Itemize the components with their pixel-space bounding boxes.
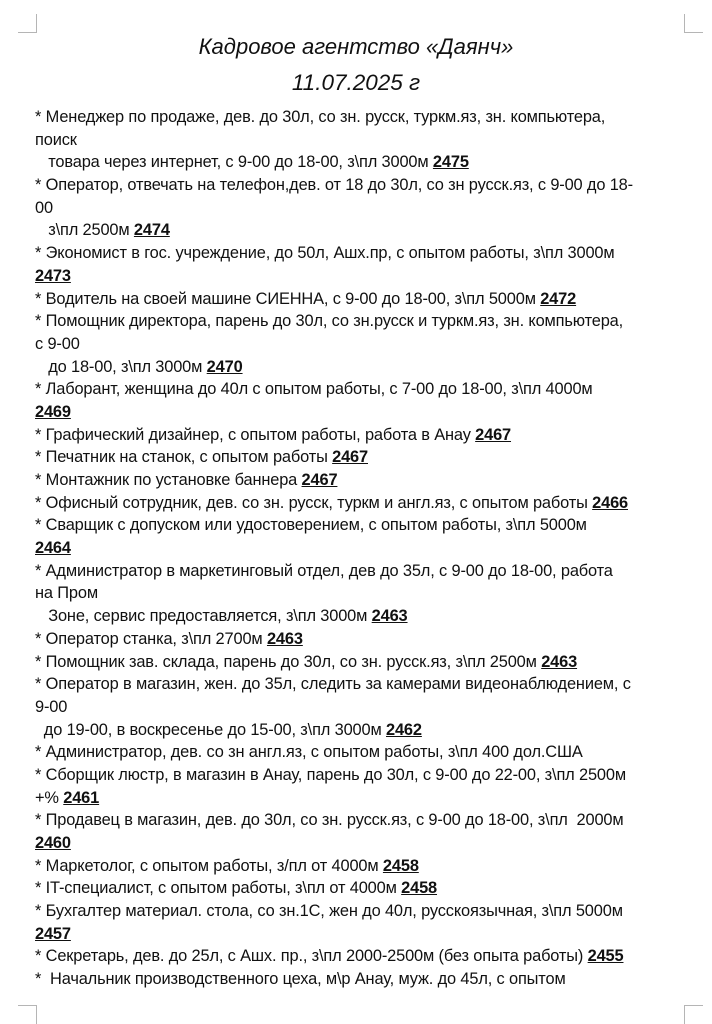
- document-date: 11.07.2025 г: [291, 70, 421, 95]
- vacancy-number: 2475: [432, 153, 469, 172]
- vacancy-line: [35, 877, 695, 900]
- vacancy-number: 2472: [540, 289, 577, 308]
- vacancy-text: * Маркетолог, с опытом работы, з/пл от 4000м: [35, 856, 383, 875]
- vacancy-number: 2461: [63, 788, 100, 807]
- vacancy-text: * Оператор, отвечать на телефон,дев. от 18 до 30л, со зн русск.яз, с 9-00 до 18-: [35, 176, 633, 195]
- vacancy-text: * Начальник производственного цеха, м\р Анау, муж. до 45л, с опытом: [35, 970, 566, 989]
- vacancy-text: * Водитель на своей машине СИЕННА, с 9-00 до 18-00, з\пл 5000м: [35, 289, 541, 308]
- vacancy-line: [35, 288, 695, 311]
- vacancy-line: [35, 900, 695, 923]
- vacancy-number: 2458: [382, 856, 419, 875]
- vacancy-text: * Графический дизайнер, с опытом работы, работа в Анау: [35, 425, 476, 444]
- vacancy-line: [35, 560, 695, 583]
- vacancy-text: * Лаборант, женщина до 40л с опытом работы, с 7-00 до 18-00, з\пл 4000м: [35, 380, 593, 399]
- vacancy-line: [35, 832, 695, 855]
- vacancy-line: [35, 378, 695, 401]
- page-corner-mark-top-right: [684, 14, 703, 33]
- vacancy-number: 2460: [35, 834, 71, 852]
- vacancy-text: с 9-00: [35, 334, 80, 353]
- vacancy-text: * Бухгалтер материал. стола, со зн.1С, жен до 40л, русскоязычная, з\пл 5000м: [35, 902, 623, 921]
- vacancy-text: * Менеджер по продаже, дев. до 30л, со зн. русск, туркм.яз, зн. компьютера,: [35, 108, 606, 126]
- vacancy-text: * Секретарь, дев. до 25л, с Ашх. пр., з\пл 2000-2500м (без опыта работы): [35, 947, 588, 966]
- vacancy-number: 2469: [35, 402, 71, 421]
- vacancy-text: * Администратор, дев. со зн англ.яз, с опытом работы, з\пл 400 дол.США: [35, 743, 583, 762]
- vacancy-line: [35, 514, 695, 537]
- vacancy-line: [35, 651, 695, 674]
- page-corner-mark-top-left: [18, 14, 37, 33]
- vacancy-text: * Продавец в магазин, дев. до 30л, со зн. русск.яз, с 9-00 до 18-00, з\пл 2000м: [35, 811, 624, 830]
- document-title: Кадровое агентство «Даянч»: [198, 34, 514, 59]
- vacancy-line: [35, 719, 695, 742]
- vacancy-line: [35, 537, 695, 560]
- vacancy-line: [35, 764, 695, 787]
- vacancy-line: [35, 968, 695, 991]
- vacancy-number: 2458: [401, 879, 438, 898]
- vacancy-line: [35, 197, 695, 220]
- vacancy-text: * Сборщик люстр, в магазин в Анау, парень до 30л, с 9-00 до 22-00, з\пл 2500м: [35, 765, 626, 784]
- vacancy-line: [35, 945, 695, 968]
- vacancy-text: * Монтажник по установке баннера: [35, 471, 302, 489]
- vacancy-text: до 19-00, в воскресенье до 15-00, з\пл 3000м: [35, 720, 386, 739]
- vacancy-text: з\пл 2500м: [35, 221, 134, 240]
- vacancy-number: 2467: [475, 425, 512, 444]
- vacancy-text: * Администратор в маркетинговый отдел, дев до 35л, с 9-00 до 18-00, работа: [35, 561, 613, 580]
- vacancy-number: 2467: [301, 471, 338, 489]
- vacancy-line: [35, 628, 695, 651]
- vacancy-number: 2470: [206, 357, 243, 376]
- vacancy-number: 2457: [35, 924, 71, 943]
- vacancy-text: +%: [35, 788, 64, 807]
- vacancy-line: [35, 492, 695, 515]
- vacancy-text: * Помощник зав. склада, парень до 30л, со зн. русск.яз, з\пл 2500м: [35, 652, 542, 671]
- vacancy-text: * Оператор станка, з\пл 2700м: [35, 629, 267, 648]
- vacancy-text: 9-00: [35, 697, 68, 716]
- vacancy-number: 2464: [35, 539, 71, 558]
- vacancy-number: 2462: [386, 720, 422, 739]
- vacancy-text: 00: [35, 198, 53, 217]
- vacancy-line: [35, 923, 695, 946]
- vacancy-line: [35, 333, 695, 356]
- vacancy-line: [35, 855, 695, 878]
- vacancy-number: 2463: [371, 607, 408, 626]
- vacancy-text: на Пром: [35, 584, 98, 603]
- vacancy-text: до 18-00, з\пл 3000м: [35, 357, 207, 376]
- page-corner-mark-bottom-right: [684, 1005, 703, 1024]
- vacancy-line: [35, 605, 695, 628]
- vacancy-line: [35, 741, 695, 764]
- vacancy-line: [35, 401, 695, 424]
- vacancy-list: [35, 106, 695, 991]
- vacancy-line: [35, 174, 695, 197]
- vacancy-line: [35, 106, 695, 129]
- vacancy-line: [35, 696, 695, 719]
- vacancy-number: 2455: [587, 947, 624, 966]
- vacancy-number: 2463: [541, 652, 578, 671]
- vacancy-line: [35, 446, 695, 469]
- vacancy-text: товара через интернет, с 9-00 до 18-00, з\пл 3000м: [35, 153, 433, 172]
- vacancy-number: 2463: [266, 629, 303, 648]
- vacancy-number: 2473: [35, 266, 71, 285]
- vacancy-line: [35, 356, 695, 379]
- vacancy-text: поиск: [35, 130, 77, 149]
- vacancy-line: [35, 151, 695, 174]
- vacancy-line: [35, 129, 695, 152]
- vacancy-text: * Печатник на станок, с опытом работы: [35, 448, 333, 467]
- vacancy-number: 2466: [592, 493, 629, 512]
- vacancy-line: [35, 673, 695, 696]
- vacancy-line: [35, 582, 695, 605]
- vacancy-text: * Экономист в гос. учреждение, до 50л, Ашх.пр, с опытом работы, з\пл 3000м: [35, 244, 615, 263]
- vacancy-line: [35, 469, 695, 492]
- vacancy-line: [35, 310, 695, 333]
- vacancy-line: [35, 787, 695, 810]
- vacancy-line: [35, 424, 695, 447]
- vacancy-text: * IT-специалист, с опытом работы, з\пл от 4000м: [35, 879, 402, 898]
- vacancy-line: [35, 242, 695, 265]
- vacancy-text: * Офисный сотрудник, дев. со зн. русск, туркм и англ.яз, с опытом работы: [35, 493, 593, 512]
- vacancy-line: [35, 809, 695, 832]
- vacancy-text: * Сварщик с допуском или удостоверением, с опытом работы, з\пл 5000м: [35, 516, 587, 535]
- vacancy-line: [35, 265, 695, 288]
- vacancy-number: 2467: [332, 448, 368, 467]
- page-corner-mark-bottom-left: [18, 1005, 37, 1024]
- vacancy-text: * Помощник директора, парень до 30л, со зн.русск и туркм.яз, зн. компьютера,: [35, 312, 624, 331]
- vacancy-text: * Оператор в магазин, жен. до 35л, следить за камерами видеонаблюдением, с: [35, 675, 631, 694]
- vacancy-number: 2474: [133, 221, 170, 240]
- vacancy-text: Зоне, сервис предоставляется, з\пл 3000м: [35, 607, 372, 626]
- vacancy-line: [35, 219, 695, 242]
